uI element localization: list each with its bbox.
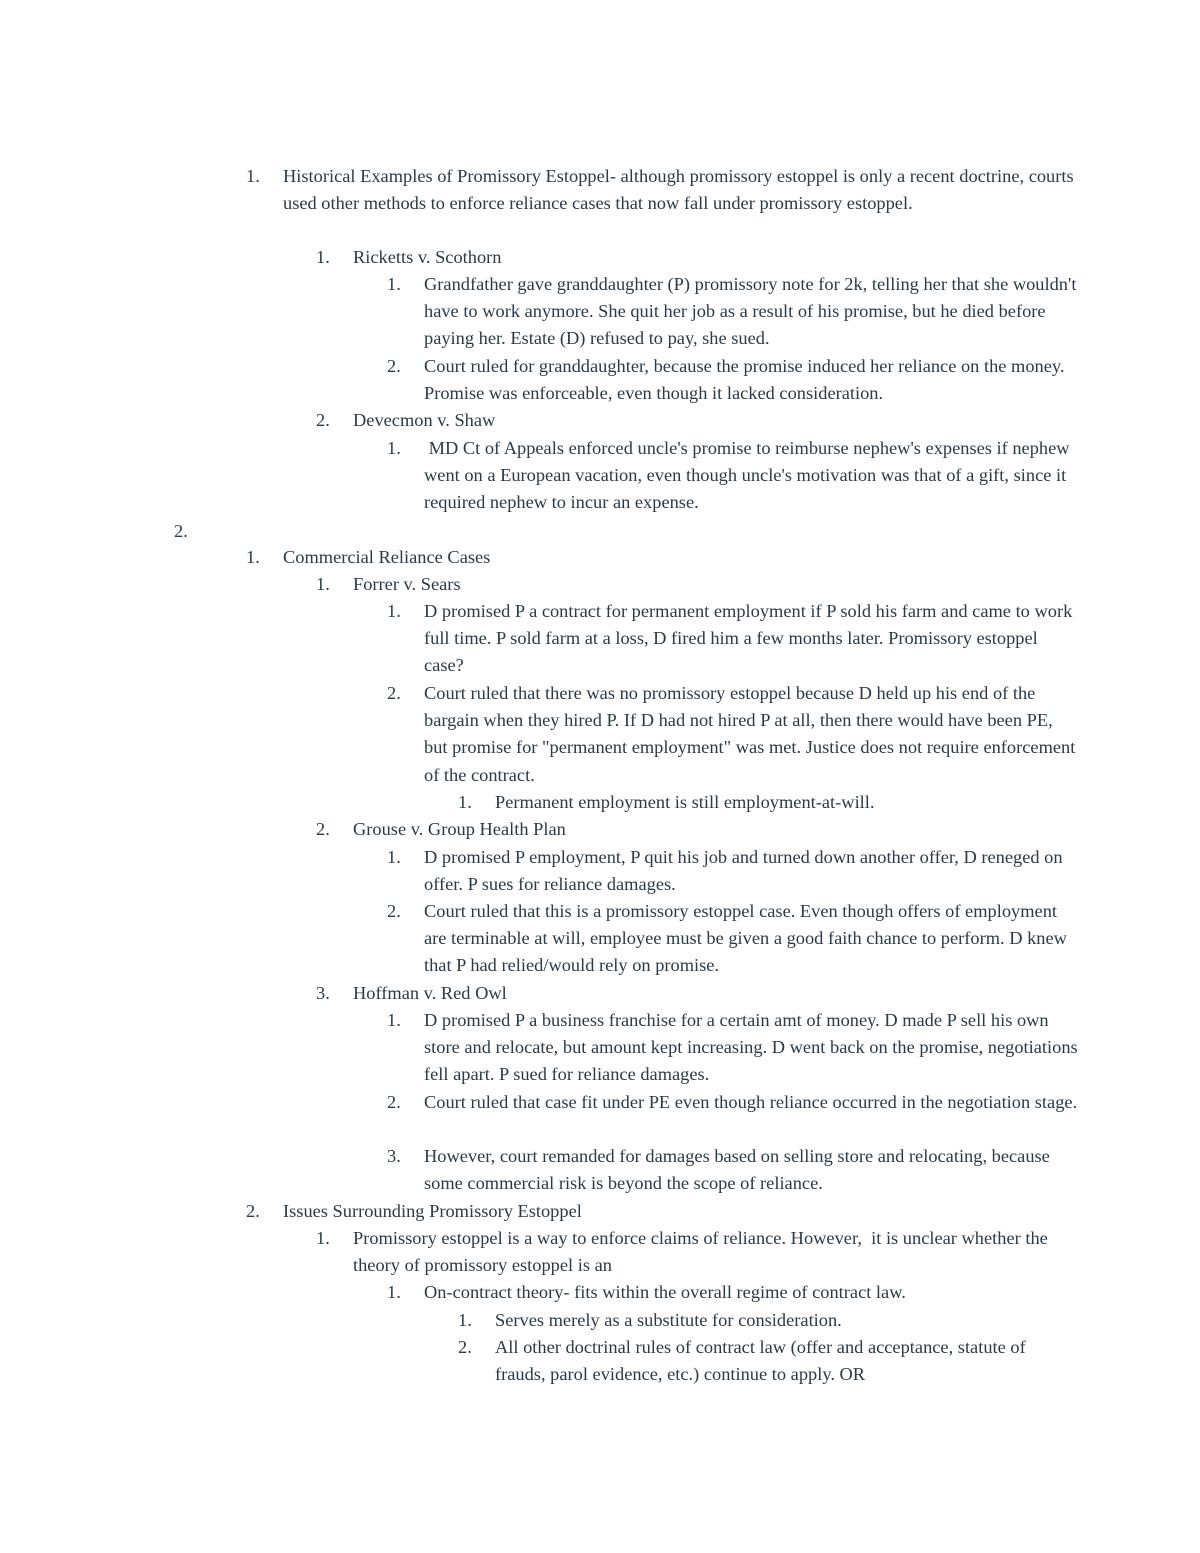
list-number: 1. [458, 1310, 472, 1330]
item-text: However, court remanded for damages based on selling store and relocating, because some commercial risk is beyond the scope of reliance. [424, 1146, 1050, 1194]
issue-point [316, 1225, 1080, 1279]
case-point [387, 271, 1080, 353]
item-text: Court ruled that there was no promissory estoppel because D held up his end of the bargain when they hired P. If D had not hired P at all, then there would have been PE, but promise for "permanent employment" was met. Justice does not require enforcement of the contract. [424, 683, 1076, 785]
theory-detail [458, 1334, 1080, 1388]
item-text: Historical Examples of Promissory Estoppel- although promissory estoppel is only a recent doctrine, courts used other methods to enforce reliance cases that now fall under promissory estoppel. [283, 166, 1074, 214]
list-number: 2. [316, 410, 330, 430]
case-point [387, 1007, 1080, 1089]
list-number: 1. [387, 601, 401, 621]
item-text: On-contract theory- fits within the overall regime of contract law. [424, 1282, 906, 1302]
item-text: D promised P a business franchise for a certain amt of money. D made P sell his own store and relocate, but amount kept increasing. D went back on the promise, negotiations fell apart. P sued for reliance damages. [424, 1010, 1078, 1085]
item-text: Hoffman v. Red Owl [353, 983, 507, 1003]
item-text: Commercial Reliance Cases [283, 547, 491, 567]
case-point [387, 1143, 1080, 1197]
list-number: 1. [387, 438, 401, 458]
outline-item-commercial-reliance [246, 544, 1080, 571]
case-point [387, 598, 1080, 680]
case-point [387, 898, 1080, 980]
list-number: 3. [316, 983, 330, 1003]
list-number: 1. [387, 1010, 401, 1030]
list-number: 1. [246, 547, 260, 567]
item-text: D promised P a contract for permanent employment if P sold his farm and came to work full time. P sold farm at a loss, D fired him a few months later. Promissory estoppel case? [424, 601, 1073, 676]
item-text: Issues Surrounding Promissory Estoppel [283, 1201, 582, 1221]
item-text: D promised P employment, P quit his job and turned down another offer, D reneged on offer. P sues for reliance damages. [424, 847, 1063, 895]
list-number: 2. [387, 901, 401, 921]
item-text: MD Ct of Appeals enforced uncle's promise to reimburse nephew's expenses if nephew went on a European vacation, even though uncle's motivation was that of a gift, since it required nephew to incur an expense. [424, 438, 1075, 513]
case-title-ricketts [316, 244, 1080, 271]
theory-item [387, 1279, 1080, 1306]
theory-detail [458, 1307, 1080, 1334]
list-number: 1. [246, 166, 260, 186]
outline-item-historical-examples [246, 163, 1080, 217]
item-text: Court ruled that case fit under PE even though reliance occurred in the negotiation stage. [424, 1092, 1078, 1112]
case-title-grouse [316, 816, 1080, 843]
item-text: Devecmon v. Shaw [353, 410, 496, 430]
outline-item-issues [246, 1198, 1080, 1225]
case-title-forrer [316, 571, 1080, 598]
list-number: 1. [316, 1228, 330, 1248]
item-text: Forrer v. Sears [353, 574, 461, 594]
list-number: 2. [316, 819, 330, 839]
list-number: 2. [387, 356, 401, 376]
item-text: Grandfather gave granddaughter (P) promissory note for 2k, telling her that she wouldn't have to work anymore. She quit her job as a result of his promise, but he died before paying her. Estate (D) refused to pay, she sued. [424, 274, 1077, 349]
list-number: 1. [387, 847, 401, 867]
case-point [387, 844, 1080, 898]
top-level-number: 2. [174, 521, 188, 541]
item-text: Grouse v. Group Health Plan [353, 819, 566, 839]
item-text: Court ruled that this is a promissory estoppel case. Even though offers of employment are terminable at will, employee must be given a good faith chance to perform. D knew that P had relied/would rely on promise. [424, 901, 1067, 976]
list-number: 1. [387, 1282, 401, 1302]
item-text: Promissory estoppel is a way to enforce claims of reliance. However, it is unclear whether the theory of promissory estoppel is an [353, 1228, 1053, 1276]
case-point [387, 353, 1080, 407]
list-number: 1. [458, 792, 472, 812]
case-point [387, 1089, 1080, 1116]
case-point [387, 435, 1080, 517]
item-text: All other doctrinal rules of contract law (offer and acceptance, statute of frauds, parol evidence, etc.) continue to apply. OR [495, 1337, 1026, 1385]
case-title-devecmon [316, 407, 1080, 434]
list-number: 2. [458, 1337, 472, 1357]
list-number: 2. [246, 1201, 260, 1221]
case-title-hoffman [316, 980, 1080, 1007]
case-point [387, 680, 1080, 789]
list-number: 1. [316, 574, 330, 594]
list-number: 2. [387, 1092, 401, 1112]
list-number: 1. [316, 247, 330, 267]
list-number: 2. [387, 683, 401, 703]
item-text: Serves merely as a substitute for consideration. [495, 1310, 842, 1330]
item-text: Permanent employment is still employment-at-will. [495, 792, 875, 812]
item-text: Ricketts v. Scothorn [353, 247, 502, 267]
case-subpoint [458, 789, 1080, 816]
list-number: 1. [387, 274, 401, 294]
item-text: Court ruled for granddaughter, because the promise induced her reliance on the money. Promise was enforceable, even though it lacked consideration. [424, 356, 1065, 404]
list-number: 3. [387, 1146, 401, 1166]
